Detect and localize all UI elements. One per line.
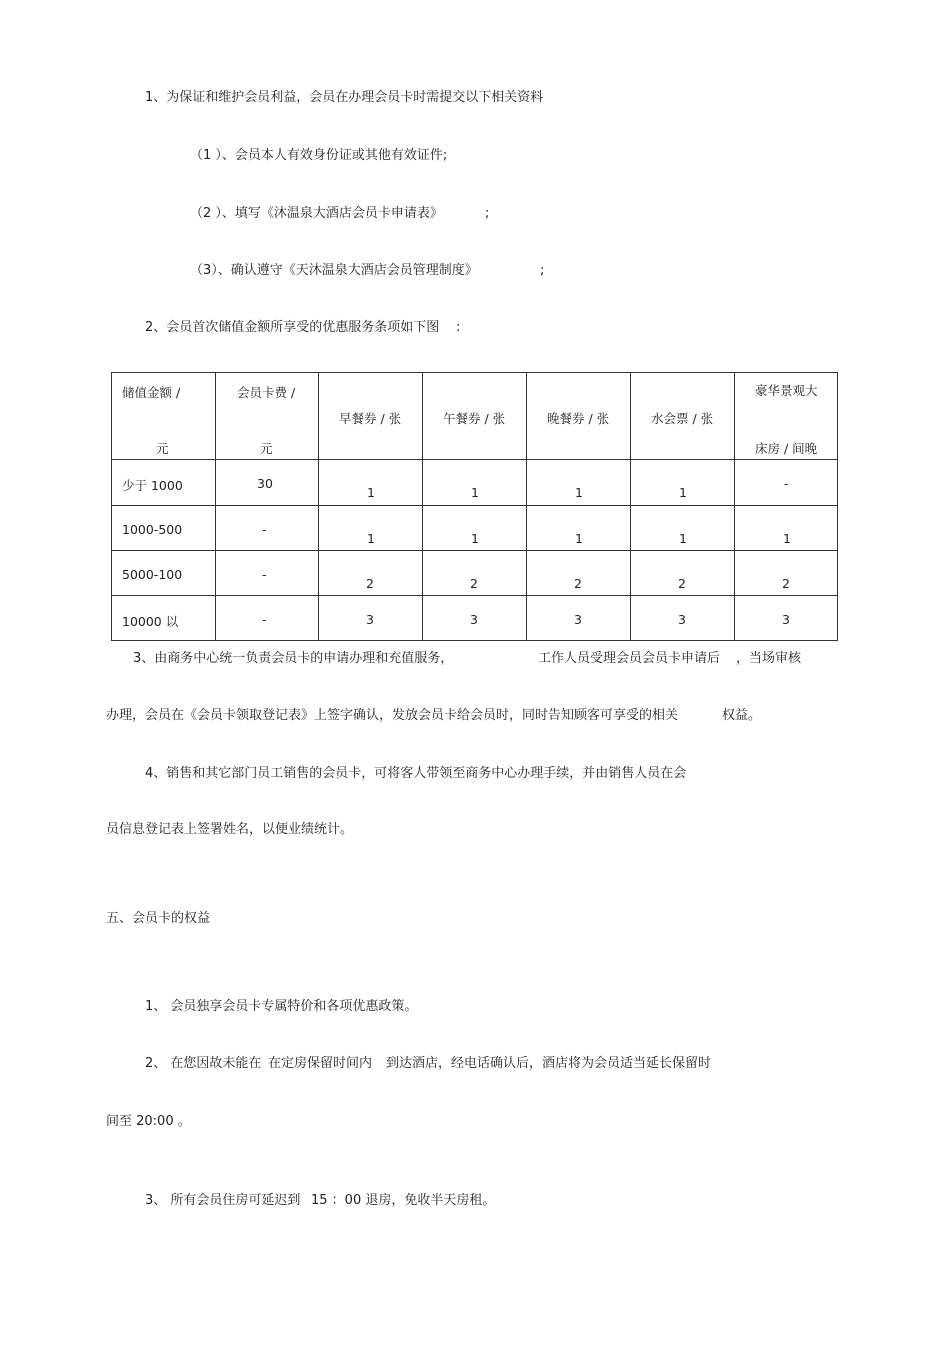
cell-dinner: 3: [574, 612, 582, 627]
table-cell: [735, 596, 838, 641]
rights-item-2-part-c: 到达酒店，经电话确认后，酒店将为会员适当延长保留时: [386, 1056, 712, 1071]
header-room-top: 豪华景观大: [755, 383, 818, 398]
header-breakfast: 早餐券 / 张: [339, 411, 402, 426]
rights-item-1: 1、 会员独享会员卡专属特价和各项优惠政策。: [145, 999, 418, 1014]
item-3-line-2: 办理，会员在《会员卡领取登记表》上签字确认，发放会员卡给会员时，同时告知顾客可享受的相关: [106, 708, 679, 723]
item-4-line-2: 员信息登记表上签署姓名，以便业绩统计。: [106, 822, 354, 837]
table-cell: [423, 596, 527, 641]
header-cell: [735, 373, 838, 460]
cell-lunch: 1: [471, 485, 479, 500]
cell-room: -: [784, 476, 789, 491]
item-3-line-2-end: 权益。: [722, 708, 762, 723]
cell-amount: 10000 以: [122, 614, 179, 629]
table-cell: [423, 506, 527, 551]
item-1: 1、为保证和维护会员利益，会员在办理会员卡时需提交以下相关资料: [145, 90, 544, 105]
table-cell: [631, 460, 735, 506]
header-room-bottom: 床房 / 间晚: [755, 441, 818, 456]
table-cell: [112, 460, 216, 506]
item-1-b: （2 ）、填写《沐温泉大酒店会员卡申请表》: [190, 206, 443, 221]
table-cell: [112, 506, 216, 551]
table-row: [112, 551, 838, 596]
item-1-c-punct: ;: [540, 263, 545, 278]
item-4-line-1: 4、销售和其它部门员工销售的会员卡，可将客人带领至商务中心办理手续，并由销售人员在会: [145, 766, 687, 781]
header-dinner: 晚餐券 / 张: [547, 411, 610, 426]
table-cell: [112, 596, 216, 641]
header-spa: 水会票 / 张: [651, 411, 714, 426]
cell-room: 1: [783, 531, 791, 546]
item-3-part-b: 工作人员受理会员会员卡申请后: [538, 651, 721, 666]
cell-amount: 少于 1000: [122, 478, 183, 493]
table-cell: [216, 551, 319, 596]
cell-fee: -: [262, 522, 267, 537]
cell-room: 2: [782, 576, 790, 591]
table-cell: [112, 551, 216, 596]
table-cell: [527, 551, 631, 596]
rights-item-3-part-b: 15 ：00 退房，免收半天房租。: [311, 1193, 496, 1208]
cell-breakfast: 1: [367, 485, 375, 500]
rights-item-2-part-b: 在定房保留时间内: [268, 1056, 373, 1071]
table-cell: [319, 506, 423, 551]
item-3-part-a: 3、由商务中心统一负责会员卡的申请办理和充值服务，: [133, 651, 454, 666]
cell-spa: 2: [678, 576, 686, 591]
table-cell: [216, 596, 319, 641]
table-row: [112, 460, 838, 506]
table-cell: [319, 596, 423, 641]
table-cell: [735, 460, 838, 506]
item-2: 2、会员首次储值金额所享受的优惠服务条项如下图: [145, 320, 440, 335]
table-cell: [423, 551, 527, 596]
item-3-part-c: ，当场审核: [736, 651, 802, 666]
cell-room: 3: [782, 612, 790, 627]
table-cell: [631, 596, 735, 641]
item-1-b-punct: ;: [485, 206, 490, 221]
cell-lunch: 2: [470, 576, 478, 591]
cell-breakfast: 2: [366, 576, 374, 591]
header-cell: [216, 373, 319, 460]
table-cell: [735, 551, 838, 596]
table-cell: [216, 506, 319, 551]
cell-spa: 1: [679, 485, 687, 500]
table-row: [112, 596, 838, 641]
table-header-row: [112, 373, 838, 460]
item-1-c: （3）、确认遵守《天沐温泉大酒店会员管理制度》: [190, 263, 478, 278]
header-cell: [319, 373, 423, 460]
cell-fee: -: [262, 612, 267, 627]
cell-fee: -: [262, 567, 267, 582]
cell-lunch: 1: [471, 531, 479, 546]
cell-dinner: 2: [574, 576, 582, 591]
cell-amount: 1000-500: [122, 522, 183, 537]
cell-dinner: 1: [575, 485, 583, 500]
rights-item-2-part-a: 2、 在您因故未能在: [145, 1056, 262, 1071]
cell-spa: 3: [678, 612, 686, 627]
benefits-table: [111, 372, 838, 641]
table-cell: [735, 506, 838, 551]
header-amount-bottom: 元: [156, 441, 169, 456]
rights-item-2-line-2: 间至 20:00 。: [106, 1114, 191, 1129]
table-cell: [527, 460, 631, 506]
header-fee-bottom: 元: [260, 441, 273, 456]
cell-lunch: 3: [470, 612, 478, 627]
table-cell: [216, 460, 319, 506]
cell-breakfast: 1: [367, 531, 375, 546]
cell-dinner: 1: [575, 531, 583, 546]
table-cell: [631, 506, 735, 551]
header-cell: [423, 373, 527, 460]
cell-breakfast: 3: [366, 612, 374, 627]
item-1-a: （1 ）、会员本人有效身份证或其他有效证件;: [190, 148, 448, 163]
table-row: [112, 506, 838, 551]
table-cell: [319, 460, 423, 506]
table-cell: [319, 551, 423, 596]
table-cell: [527, 596, 631, 641]
item-2-punct: :: [456, 320, 461, 335]
cell-fee: 30: [257, 476, 273, 491]
cell-amount: 5000-100: [122, 567, 183, 582]
cell-spa: 1: [679, 531, 687, 546]
section-5-heading: 五、会员卡的权益: [106, 911, 211, 926]
header-amount-top: 储值金额 /: [122, 385, 181, 400]
rights-item-3-part-a: 3、 所有会员住房可延迟到: [145, 1193, 301, 1208]
header-cell: [527, 373, 631, 460]
table-cell: [527, 506, 631, 551]
header-cell: [112, 373, 216, 460]
header-lunch: 午餐券 / 张: [443, 411, 506, 426]
table-cell: [631, 551, 735, 596]
header-cell: [631, 373, 735, 460]
table-cell: [423, 460, 527, 506]
header-fee-top: 会员卡费 /: [237, 385, 296, 400]
